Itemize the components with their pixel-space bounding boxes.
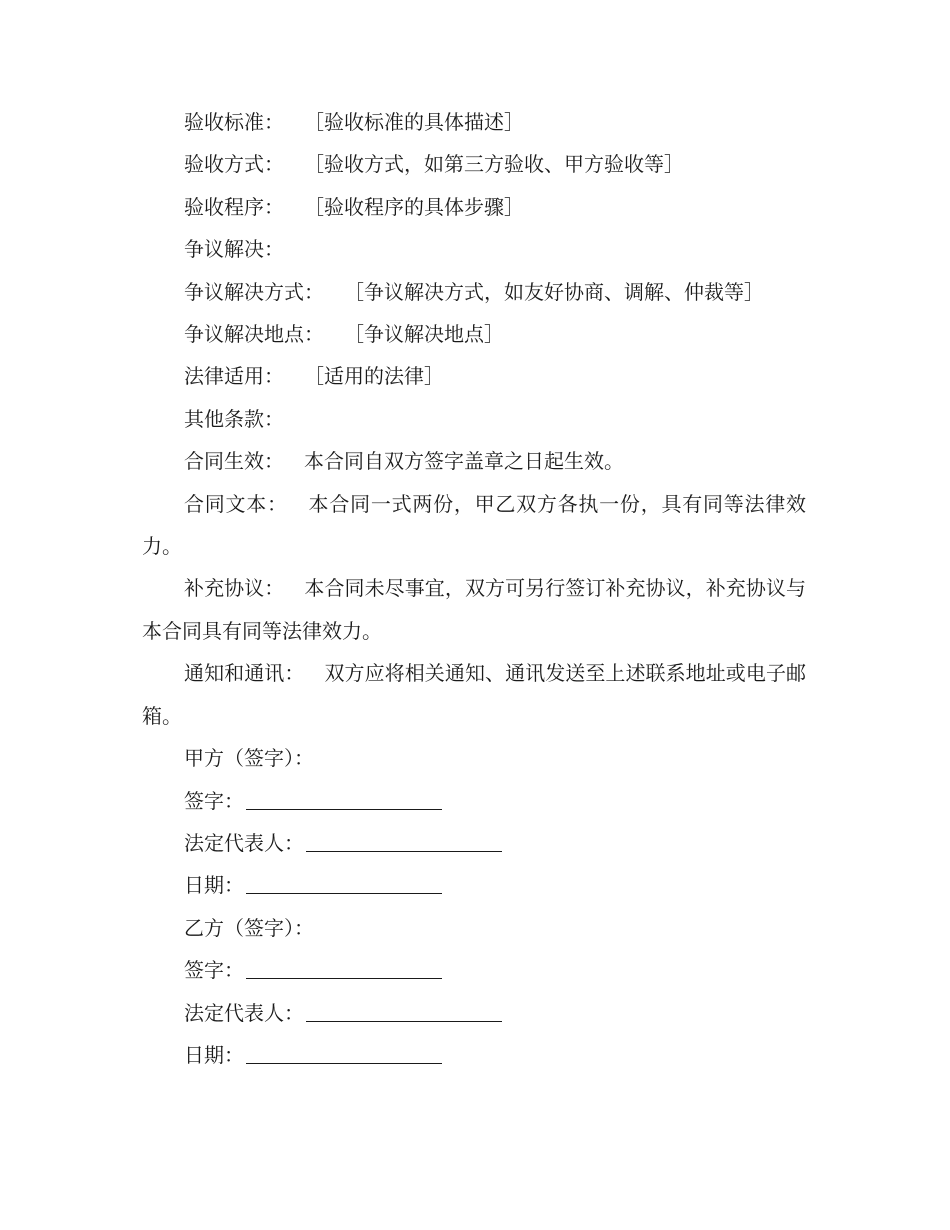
clause-value: 双方应将相关通知、通讯发送至上述联系地址或电子邮箱。 <box>142 661 807 728</box>
date-label: 日期： <box>184 1042 244 1067</box>
party-b-heading: 乙方（签字）： <box>184 915 314 940</box>
clause-contract-copies <box>142 483 806 568</box>
clause-value: 本合同一式两份，甲乙双方各执一份，具有同等法律效力。 <box>142 491 807 559</box>
clause-acceptance-method <box>142 143 806 185</box>
representative-label: 法定代表人： <box>184 1000 304 1025</box>
representative-blank-line <box>306 850 502 852</box>
clause-effectiveness <box>142 440 806 482</box>
clause-value: ［争议解决地点］ <box>344 322 504 347</box>
date-blank-line <box>246 1062 442 1064</box>
clause-value: ［验收方式，如第三方验收、甲方验收等］ <box>304 152 684 177</box>
clause-value: ［验收标准的具体描述］ <box>304 110 524 134</box>
clause-notices <box>142 652 806 737</box>
signature-blank-line <box>246 977 442 979</box>
clause-value: 本合同未尽事宜，双方可另行签订补充协议，补充协议与本合同具有同等法律效力。 <box>142 576 807 643</box>
clause-label: 争议解决方式： <box>184 279 324 304</box>
clause-supplementary-agreement <box>142 567 806 652</box>
party-a-date-row <box>142 864 806 906</box>
party-b-representative-row <box>142 992 806 1034</box>
date-blank-line <box>246 892 442 894</box>
section-other-terms <box>142 398 806 440</box>
clause-value: 本合同自双方签字盖章之日起生效。 <box>304 449 624 474</box>
party-a-heading: 甲方（签字）： <box>184 746 314 771</box>
clause-acceptance-procedure <box>142 186 806 228</box>
date-label: 日期： <box>184 873 244 898</box>
clause-acceptance-standard <box>142 101 806 143</box>
party-b-date-row <box>142 1034 806 1076</box>
clause-label: 补充协议： <box>184 576 285 601</box>
signature-label: 签字： <box>184 958 244 983</box>
section-heading: 争议解决： <box>184 237 284 262</box>
party-a-representative-row <box>142 822 806 864</box>
clause-value: ［争议解决方式，如友好协商、调解、仲裁等］ <box>344 279 764 304</box>
signature-blank-line <box>246 808 442 810</box>
clause-label: 法律适用： <box>184 364 284 389</box>
clause-label: 合同生效： <box>184 449 284 474</box>
clause-value: ［验收程序的具体步骤］ <box>304 194 524 219</box>
representative-blank-line <box>306 1020 502 1022</box>
party-b-signature-row <box>142 949 806 991</box>
clause-dispute-location <box>142 313 806 355</box>
section-heading: 其他条款： <box>184 406 284 431</box>
clause-label: 验收标准： <box>184 110 284 134</box>
representative-label: 法定代表人： <box>184 830 304 855</box>
section-dispute-resolution <box>142 228 806 270</box>
clause-dispute-method <box>142 271 806 313</box>
clause-value: ［适用的法律］ <box>304 364 444 389</box>
clause-label: 通知和通讯： <box>184 661 305 686</box>
clause-label: 争议解决地点： <box>184 322 324 347</box>
clause-governing-law <box>142 355 806 397</box>
party-a-signature-row <box>142 780 806 822</box>
contract-body <box>142 101 806 1076</box>
signature-label: 签字： <box>184 788 244 813</box>
clause-label: 验收方式： <box>184 152 284 177</box>
clause-label: 验收程序： <box>184 194 284 219</box>
clause-label: 合同文本： <box>184 491 288 516</box>
